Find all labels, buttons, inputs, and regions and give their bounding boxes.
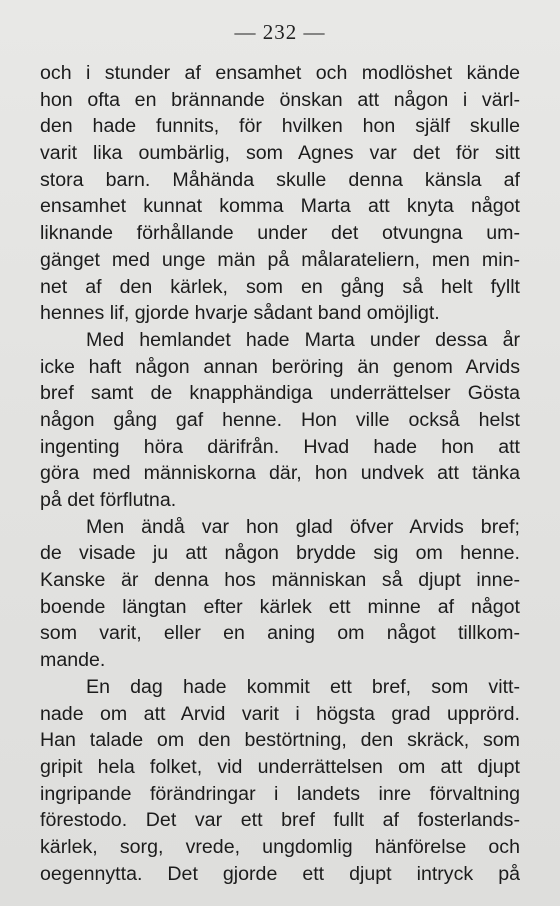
text-line: boende längtan efter kärlek ett minne af något xyxy=(40,595,520,618)
text-line: oegennytta. Det gjorde ett djupt intryck på xyxy=(40,862,520,885)
text-line: de visade ju att någon brydde sig om henne. xyxy=(40,542,520,565)
text-line: gripit hela folket, vid underrättelsen om att djupt xyxy=(40,755,520,778)
text-line: liknande förhållande under det otvungna um- xyxy=(40,222,520,245)
text-line: Kanske är denna hos människan så djupt inne- xyxy=(40,569,520,592)
text-line: förestodo. Det var ett bref fullt af fosterlands- xyxy=(40,809,520,832)
text-line: gänget med unge män på målarateliern, men min- xyxy=(40,248,520,271)
text-line: göra med människorna där, hon undvek att tänka xyxy=(40,462,520,485)
text-line: någon gång gaf henne. Hon ville också helst xyxy=(40,408,520,431)
text-line: varit lika oumbärlig, som Agnes var det för sitt xyxy=(40,142,520,165)
page-number: — 232 — xyxy=(234,20,326,44)
text-line: Men ändå var hon glad öfver Arvids bref; xyxy=(86,515,520,538)
text-line: hon ofta en brännande önskan att någon i värl- xyxy=(40,88,520,111)
text-line: stora barn. Måhända skulle denna känsla af xyxy=(40,168,520,191)
text-line: mande. xyxy=(40,649,106,672)
text-line: ingenting höra därifrån. Hvad hade hon att xyxy=(40,435,520,458)
text-line: ensamhet kunnat komma Marta att knyta något xyxy=(40,195,520,218)
text-line: Han talade om den bestörtning, den skräck, som xyxy=(40,729,520,752)
text-line: den hade funnits, för hvilken hon själf skulle xyxy=(40,115,520,138)
text-line: Med hemlandet hade Marta under dessa år xyxy=(86,328,520,351)
text-line: hennes lif, gjorde hvarje sådant band omöjligt. xyxy=(40,302,440,325)
text-line: som varit, eller en aning om något tillkom- xyxy=(40,622,520,645)
text-line: En dag hade kommit ett bref, som vitt- xyxy=(86,675,520,698)
text-line: på det förflutna. xyxy=(40,489,177,511)
text-line: ingripande förändringar i landets inre förvaltning xyxy=(40,782,520,805)
body-text xyxy=(40,60,520,887)
text-line: och i stunder af ensamhet och modlöshet kände xyxy=(40,62,520,84)
text-line: kärlek, sorg, vrede, ungdomlig hänförelse och xyxy=(40,835,520,858)
text-line: icke haft någon annan beröring än genom Arvids xyxy=(40,355,520,378)
text-line: net af den kärlek, som en gång så helt fyllt xyxy=(40,275,520,298)
text-line: bref samt de knapphändiga underrättelser Gösta xyxy=(40,382,520,405)
text-line: nade om att Arvid varit i högsta grad upprörd. xyxy=(40,702,520,725)
